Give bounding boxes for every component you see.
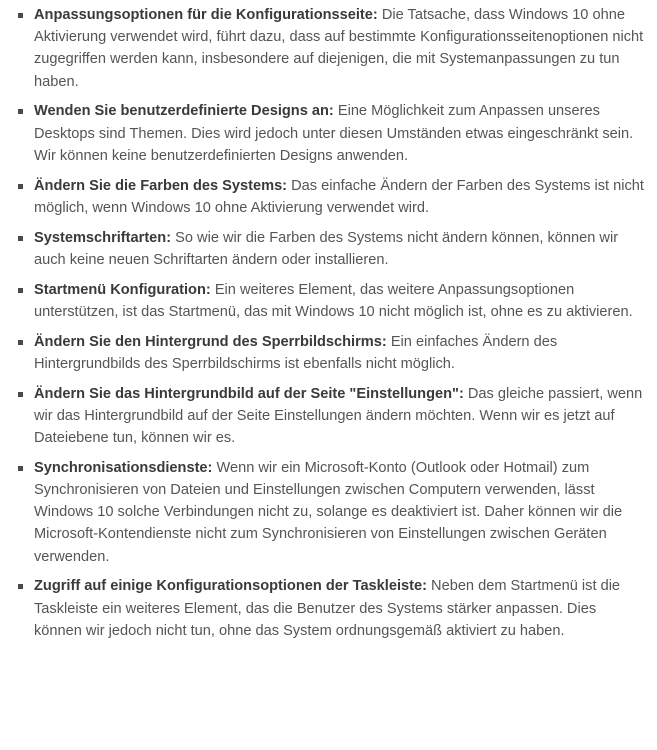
item-term: Ändern Sie das Hintergrundbild auf der Seite "Einstellungen": (34, 385, 464, 402)
item-text: Das einfache Ändern der Farben des Systems ist nicht möglich, wenn Windows 10 ohne Aktivierung verwendet wird. (34, 177, 644, 216)
square-bullet-icon (18, 184, 23, 189)
item-term: Wenden Sie benutzerdefinierte Designs an: (34, 103, 334, 120)
item-term: Synchronisationsdienste: (34, 459, 213, 476)
item-text: Neben dem Startmenü ist die Taskleiste ein weiteres Element, das die Benutzer des Systems stärker anpassen. Dies können wir jedoch nicht tun, ohne das System ordnungsgemäß aktiviert zu haben. (34, 578, 621, 639)
item-text: Ein weiteres Element, das weitere Anpassungsoptionen unterstützen, ist das Startmenü, das mit Windows 10 nicht möglich ist, ohne es zu aktivieren. (34, 281, 633, 320)
list-item (15, 175, 647, 219)
item-term: Systemschriftarten: (34, 229, 172, 246)
item-term: Anpassungsoptionen für die Konfigurationsseite: (34, 7, 378, 23)
item-text: Das gleiche passiert, wenn wir das Hintergrundbild auf der Seite Einstellungen ändern möchten. Wenn wir es jetzt auf Dateiebene tun, können wir es. (34, 385, 643, 447)
item-text: Eine Möglichkeit zum Anpassen unseres Desktops sind Themen. Dies wird jedoch unter diesen Umständen etwas eingeschränkt sein. Wir können keine benutzerdefinierten Designs anwenden. (34, 103, 634, 164)
item-term: Ändern Sie die Farben des Systems: (34, 177, 288, 194)
square-bullet-icon (18, 584, 23, 589)
item-text: Ein einfaches Ändern des Hintergrundbilds des Sperrbildschirms ist ebenfalls nicht möglich. (34, 333, 558, 372)
square-bullet-icon (18, 13, 23, 18)
list-item (15, 227, 647, 271)
item-text: Wenn wir ein Microsoft-Konto (Outlook oder Hotmail) zum Synchronisieren von Dateien und Einstellungen zwischen Computern verwenden, lässt Windows 10 solche Verbindungen nicht zu, solange es deaktiviert ist. Daher können wir die Microsoft-Kontendienste nicht zum Synchronisieren von Einstellungen zwischen Geräten verwenden. (34, 459, 623, 565)
item-term: Startmenü Konfiguration: (34, 281, 211, 298)
list-item (15, 279, 647, 323)
square-bullet-icon (18, 392, 23, 397)
list-item (15, 383, 647, 450)
square-bullet-icon (18, 236, 23, 241)
square-bullet-icon (18, 288, 23, 293)
square-bullet-icon (18, 340, 23, 345)
list-item (15, 100, 647, 167)
list-item (15, 457, 647, 568)
square-bullet-icon (18, 466, 23, 471)
item-text: So wie wir die Farben des Systems nicht ändern können, können wir auch keine neuen Schriftarten ändern oder installieren. (34, 229, 619, 268)
item-text: Die Tatsache, dass Windows 10 ohne Aktivierung verwendet wird, führt dazu, dass auf bestimmte Konfigurationsseitenoptionen nicht zugegriffen werden kann, insbesondere auf diejenigen, die mit Systemanpassungen zu tun haben. (34, 7, 644, 90)
square-bullet-icon (18, 109, 23, 114)
list-item (15, 331, 647, 375)
item-term: Ändern Sie den Hintergrund des Sperrbildschirms: (34, 333, 387, 350)
list-item (15, 4, 647, 93)
list-item (15, 575, 647, 642)
item-term: Zugriff auf einige Konfigurationsoptionen der Taskleiste: (34, 578, 427, 595)
